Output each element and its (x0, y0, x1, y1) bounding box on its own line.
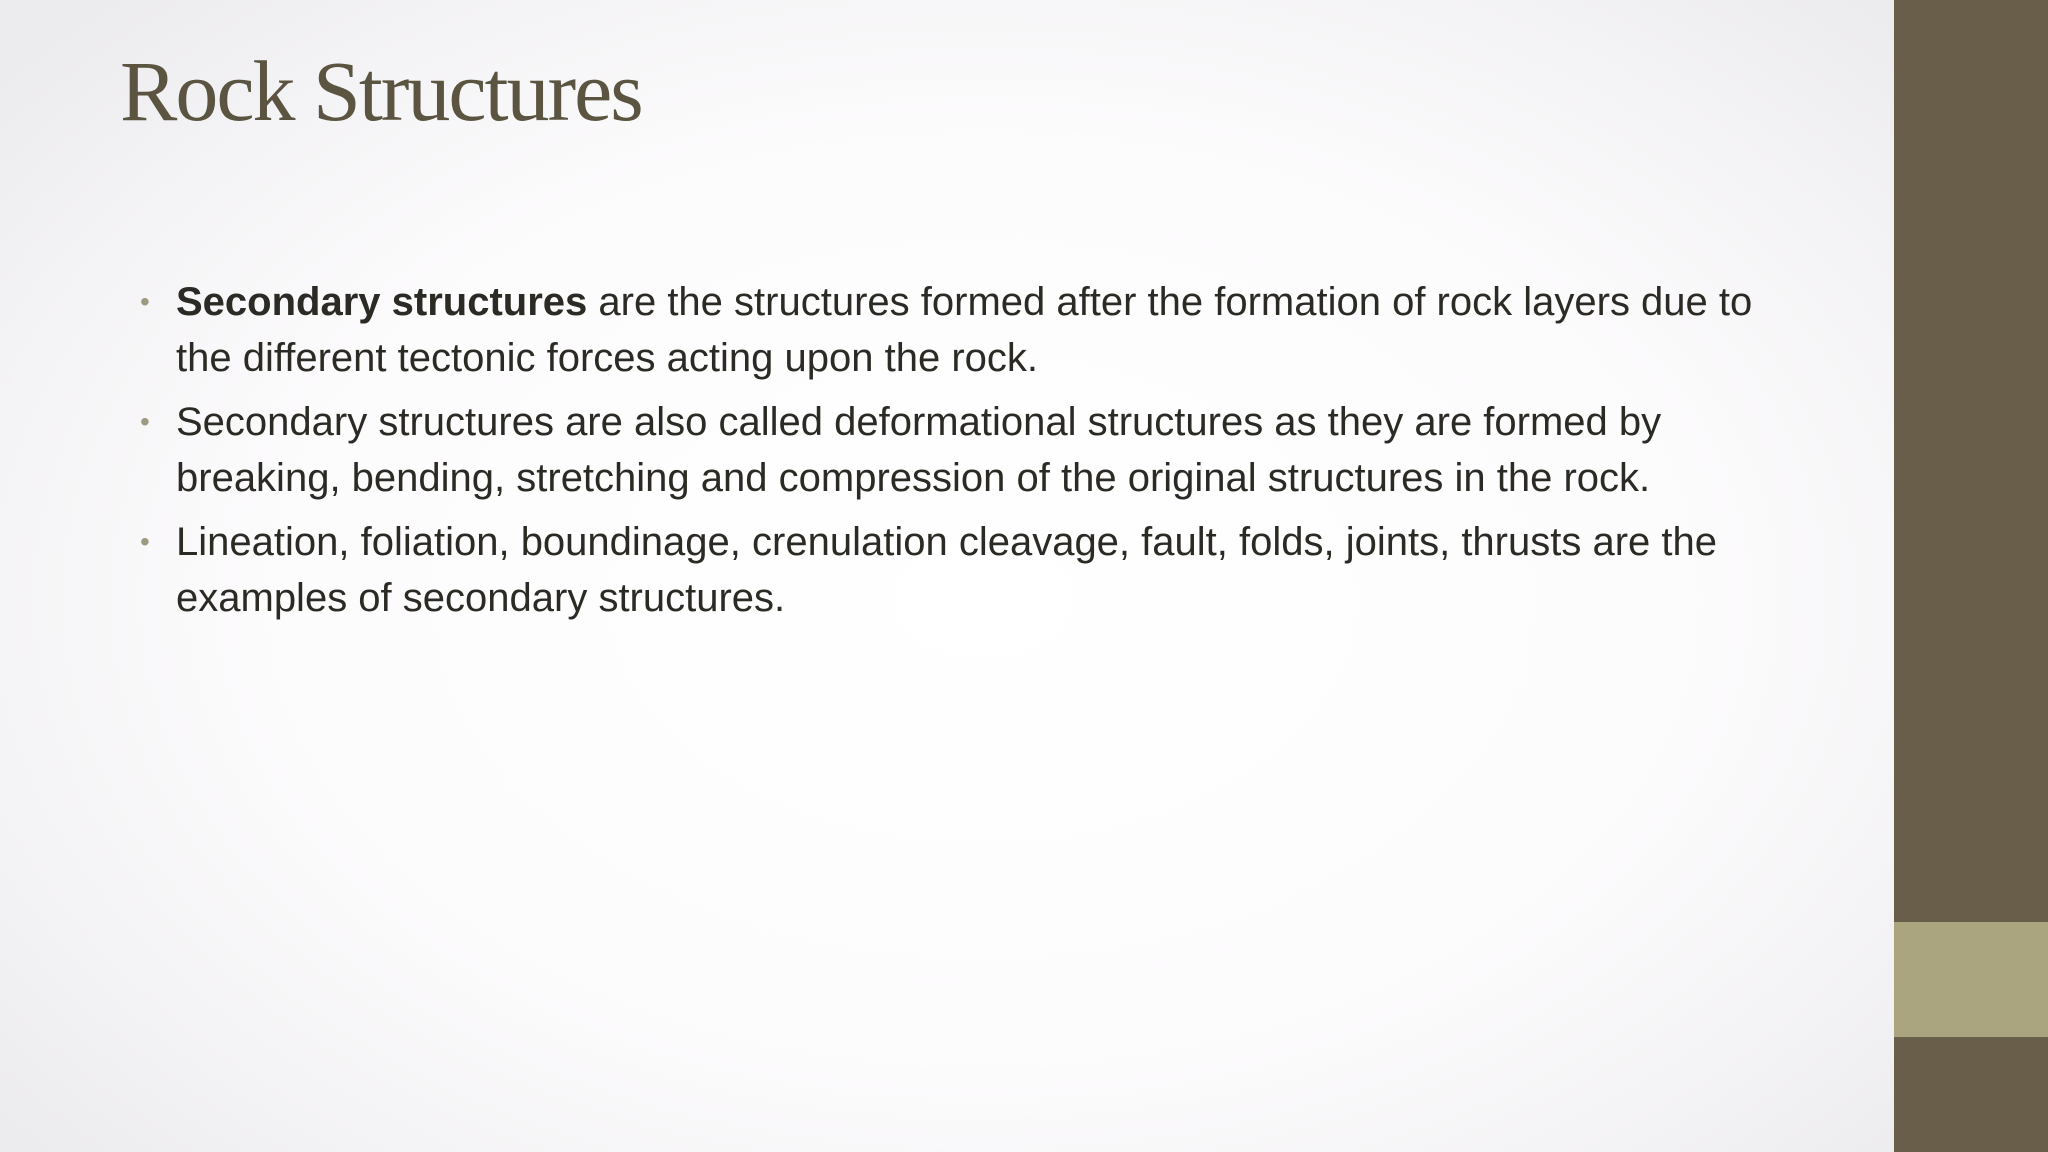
bullet-item (140, 394, 1780, 506)
bullet-dot-icon: • (140, 286, 150, 317)
bullet-bold-lead: Secondary structures (176, 280, 588, 324)
bullet-body: Lineation, foliation, boundinage, crenulation cleavage, fault, folds, joints, thrusts are the examples of secondary structures. (176, 520, 1717, 620)
bullet-item (140, 274, 1780, 386)
bullet-item (140, 514, 1780, 626)
bullet-body: Secondary structures are also called deformational structures as they are formed by breaking, bending, stretching and compression of the original structures in the rock. (176, 400, 1662, 500)
bullet-list (140, 274, 1780, 634)
decorative-sidebar-accent (1894, 922, 2048, 1037)
bullet-text (176, 520, 1717, 620)
bullet-text (176, 280, 1752, 380)
slide-title: Rock Structures (120, 43, 642, 139)
bullet-text (176, 400, 1661, 500)
bullet-body: are the structures formed after the formation of rock layers due to the different tectonic forces acting upon the rock. (176, 280, 1753, 380)
bullet-dot-icon: • (140, 526, 150, 557)
bullet-dot-icon: • (140, 406, 150, 437)
